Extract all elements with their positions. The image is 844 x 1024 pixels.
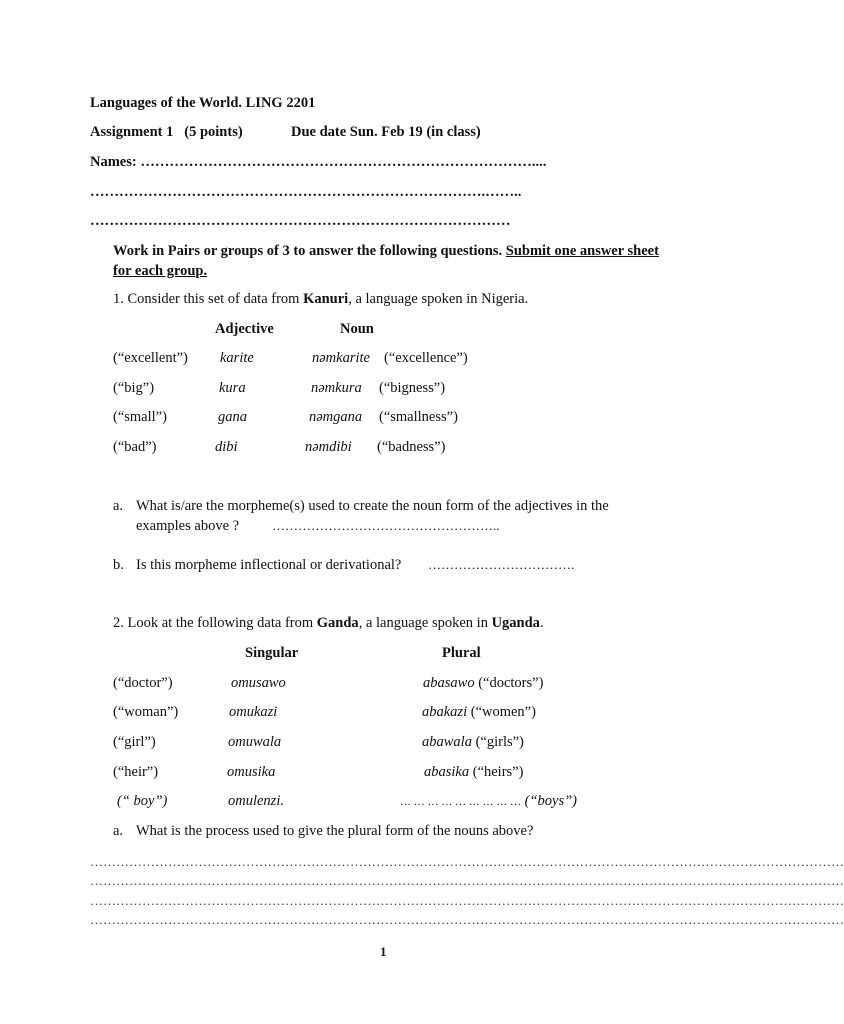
q2a-answer-line: ………………………………………………………………………………………………………………………………………………………… (90, 873, 844, 888)
names-blank-2: ……………………………………………………………………….…….. (90, 184, 522, 200)
q1-col-noun: Noun (340, 321, 374, 337)
q2-country: Uganda (491, 615, 540, 631)
q2-row-plural-gloss: (“girls”) (475, 734, 524, 750)
q2-row-singular: omusika (227, 764, 276, 780)
q1-col-adjective: Adjective (215, 321, 274, 337)
q1a-answer-blank: …………………………………………….. (272, 518, 500, 533)
q2-row-singular: omulenzi. (228, 793, 284, 809)
assignment-number: Assignment 1 (90, 124, 174, 140)
q1-intro-pre: 1. Consider this set of data from (113, 291, 300, 307)
q1-row-gloss: (“excellent”) (113, 350, 188, 366)
q2-row-plural (423, 676, 543, 691)
q1-row-noun-gloss: (“smallness”) (379, 409, 458, 425)
q2-row-gloss: (“girl”) (113, 734, 156, 750)
q2-row-plural (400, 794, 577, 809)
q1-row-gloss: (“big”) (113, 380, 155, 396)
q2-row-singular: omusawo (231, 675, 286, 691)
q1b-answer-blank: ……………………………. (428, 557, 575, 572)
q1-row-noun: nəmkarite (312, 350, 370, 366)
q2a-answer-line: ………………………………………………………………………………………………………………………………………………………… (90, 893, 844, 908)
q2a-label: a. (113, 823, 124, 839)
q2-intro-mid: , a language spoken in (358, 615, 488, 631)
q1-row-noun-gloss: (“excellence”) (384, 350, 468, 366)
assignment-points: (5 points) (184, 124, 243, 140)
q1-row-adjective: kura (219, 380, 246, 396)
q1-row-adjective: dibi (215, 439, 238, 455)
q1-row-noun: nəmdibi (305, 439, 352, 455)
q2-col-plural: Plural (442, 645, 481, 661)
q2a-question: What is the process used to give the plural form of the nouns above? (136, 823, 534, 839)
names-row (90, 155, 546, 170)
q1a-question-line2: examples above ? (136, 518, 240, 534)
q2-row-plural-form: abakazi (422, 704, 468, 720)
q2-intro-pre: 2. Look at the following data from (113, 615, 314, 631)
q2-intro (113, 616, 544, 631)
q2-row-plural-gloss: (“boys”) (524, 793, 577, 809)
course-title: Languages of the World. LING 2201 (90, 95, 316, 111)
q1-row-gloss: (“small”) (113, 409, 167, 425)
q2a-answer-line: ………………………………………………………………………………………………………………………………………………………… (90, 912, 844, 927)
q2-row-plural-form: abasawo (423, 675, 475, 691)
q2-row-gloss: (“ boy”) (117, 793, 168, 809)
q2-language: Ganda (316, 615, 359, 631)
q1-row-noun-gloss: (“badness”) (377, 439, 446, 455)
page-number: 1 (380, 944, 387, 959)
q2-row-plural (424, 765, 523, 780)
instructions-submit: Submit one answer sheet for each group. (113, 243, 659, 279)
q1-row-noun: nəmkura (311, 380, 362, 396)
assignment-title (90, 125, 243, 140)
q2-row-singular: omukazi (229, 704, 278, 720)
q1-intro-post: , a language spoken in Nigeria. (348, 291, 529, 307)
instructions-text: Work in Pairs or groups of 3 to answer the following questions. (113, 243, 503, 259)
q1-row-noun-gloss: (“bigness”) (379, 380, 446, 396)
q2-row-plural-gloss: (“women”) (470, 704, 536, 720)
q1-row-gloss: (“bad”) (113, 439, 157, 455)
q2-row-singular: omuwala (228, 734, 282, 750)
q1-row-noun: nəmgana (309, 409, 363, 425)
q2-row-plural-gloss: (“doctors”) (478, 675, 544, 691)
names-label: Names: (90, 154, 137, 170)
q2-row-plural (422, 735, 524, 750)
names-blank-1: ……………………………………………………………………….... (140, 154, 547, 170)
q2a-answer-line: ………………………………………………………………………………………………………………………………………………………… (90, 854, 844, 869)
q1b-label: b. (113, 557, 124, 573)
q2-row-gloss: (“woman”) (113, 704, 179, 720)
q1-language: Kanuri (303, 291, 349, 307)
q2-row-plural-form: abawala (422, 734, 472, 750)
q2-row-plural (422, 705, 536, 720)
q2-intro-post: . (539, 615, 544, 631)
q1-intro (113, 292, 528, 307)
q2-row-plural-gloss: (“heirs”) (472, 764, 524, 780)
names-blank-3: …………………………………………………………………………… (90, 213, 511, 229)
q2-col-singular: Singular (245, 645, 299, 661)
q1b-question: Is this morpheme inflectional or derivational? (136, 557, 402, 573)
q1a-label: a. (113, 498, 124, 514)
q1a-question-line1: What is/are the morpheme(s) used to create the noun form of the adjectives in the (136, 498, 609, 514)
q2-row-gloss: (“doctor”) (113, 675, 173, 691)
q1-row-adjective: karite (220, 350, 254, 366)
q2-row-gloss: (“heir”) (113, 764, 159, 780)
q1-row-adjective: gana (218, 409, 247, 425)
due-date: Due date Sun. Feb 19 (in class) (291, 124, 481, 140)
instructions (113, 241, 673, 281)
q2-row-plural-form: abasika (424, 764, 470, 780)
q2-row-plural-blank: … … … … … … … … … (400, 796, 521, 808)
